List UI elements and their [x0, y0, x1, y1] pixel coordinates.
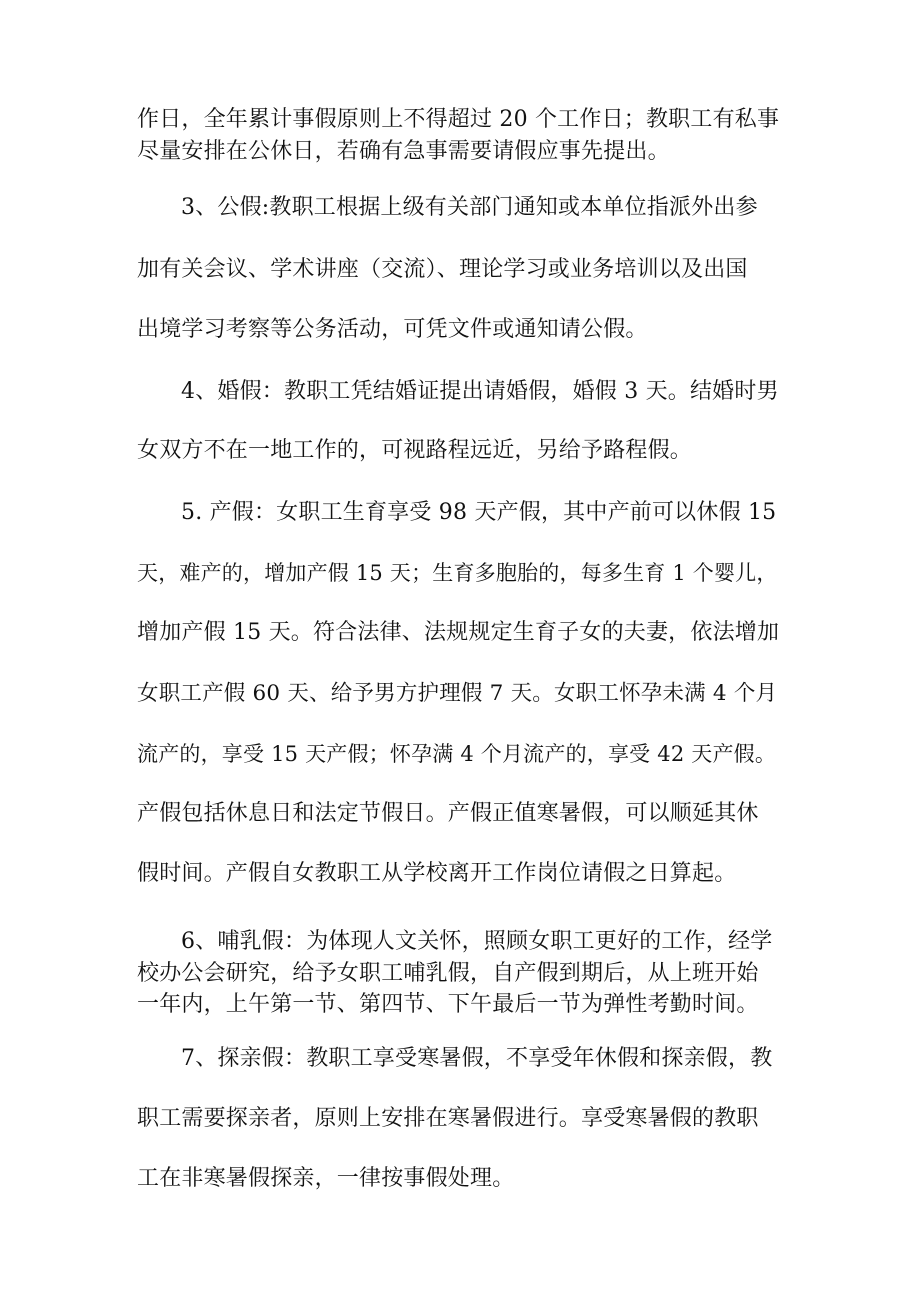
text-line: 职工需要探亲者，原则上安排在寒暑假进行。享受寒暑假的教职: [137, 1106, 759, 1131]
text-line: 一年内，上午第一节、第四节、下午最后一节为弹性考勤时间。: [137, 992, 759, 1017]
text-line: 出境学习考察等公务活动，可凭文件或通知请公假。: [137, 317, 648, 342]
text-line: 增加产假 15 天。符合法律、法规规定生育子女的夫妻，依法增加: [137, 620, 780, 645]
text-line: 校办公会研究，给予女职工哺乳假，自产假到期后，从上班开始: [137, 961, 759, 986]
paragraph-marriage-leave-start: 4、婚假：教职工凭结婚证提出请婚假，婚假 3 天。结婚时男: [181, 379, 779, 404]
text-line: 天，难产的，增加产假 15 天；生育多胞胎的，每多生育 1 个婴儿，: [137, 561, 778, 585]
paragraph-nursing-leave-start: 6、哺乳假：为体现人文关怀，照顾女职工更好的工作，经学: [181, 929, 773, 954]
paragraph-maternity-leave-start: 5. 产假：女职工生育享受 98 天产假，其中产前可以休假 15: [181, 500, 777, 525]
text-line: 尽量安排在公休日，若确有急事需要请假应事先提出。: [137, 139, 670, 164]
paragraph-public-leave-start: 3、公假:教职工根据上级有关部门通知或本单位指派外出参: [181, 195, 758, 220]
text-line: 女双方不在一地工作的，可视路程远近，另给予路程假。: [137, 438, 693, 463]
text-line: 加有关会议、学术讲座（交流）、理论学习或业务培训以及出国: [137, 257, 748, 282]
text-line: 女职工产假 60 天、给予男方护理假 7 天。女职工怀孕未满 4 个月: [137, 681, 778, 706]
text-line: 产假包括休息日和法定节假日。产假正值寒暑假，可以顺延其休: [137, 801, 759, 826]
text-line: 流产的，享受 15 天产假；怀孕满 4 个月流产的，享受 42 天产假。: [137, 742, 777, 766]
paragraph-family-visit-leave-start: 7、探亲假：教职工享受寒暑假，不享受年休假和探亲假，教: [181, 1046, 773, 1071]
text-line: 假时间。产假自女教职工从学校离开工作岗位请假之日算起。: [137, 861, 737, 886]
text-line: 作日，全年累计事假原则上不得超过 20 个工作日；教职工有私事: [137, 107, 780, 132]
text-line: 工在非寒暑假探亲，一律按事假处理。: [137, 1166, 515, 1191]
